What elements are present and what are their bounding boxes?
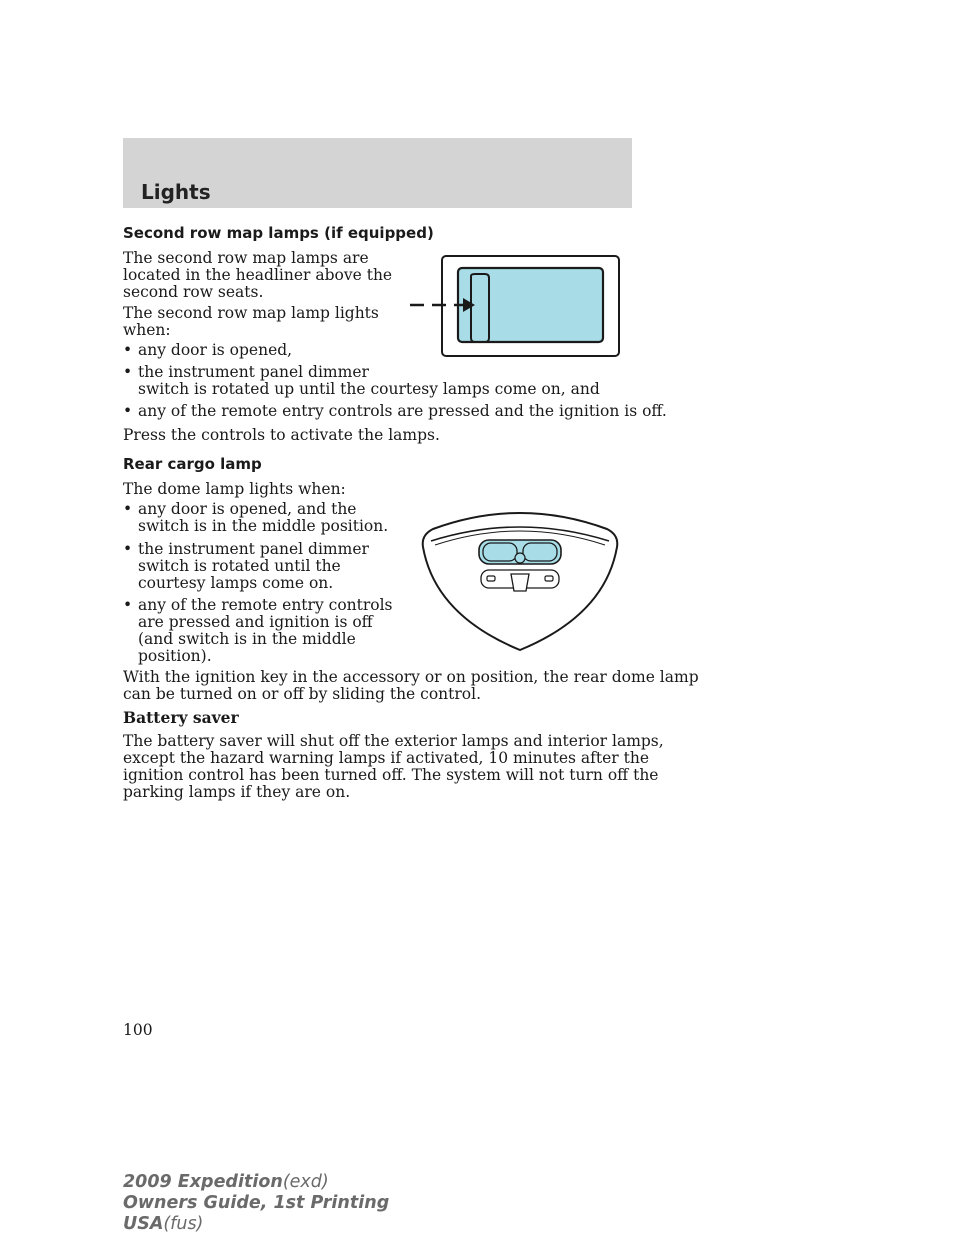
battery-saver-line4: parking lamps if they are on. <box>123 783 351 801</box>
bullet-text: courtesy lamps come on. <box>138 574 334 592</box>
map-lamp-illustration <box>405 254 625 360</box>
battery-saver-line1: The battery saver will shut off the exterior lamps and interior lamps, <box>123 732 664 750</box>
map-lamps-heading: Second row map lamps (if equipped) <box>123 224 434 242</box>
bullet-glyph: • <box>123 540 133 558</box>
bullet-text: any door is opened, <box>138 341 293 359</box>
bullet-text: switch is rotated up until the courtesy lamps come on, and <box>138 380 600 398</box>
bullet-text: switch is in the middle position. <box>138 517 389 535</box>
bullet-text: any door is opened, and the <box>138 500 357 518</box>
cargo-lamp-p2-line2: can be turned on or off by sliding the control. <box>123 685 482 703</box>
bullet-text: any of the remote entry controls <box>138 596 393 614</box>
footer-printing: Owners Guide, 1st Printing <box>123 1193 390 1213</box>
bullet-glyph: • <box>123 402 133 420</box>
bullet-glyph: • <box>123 363 133 381</box>
map-lamps-p3: Press the controls to activate the lamps. <box>123 426 440 444</box>
battery-saver-line2: except the hazard warning lamps if activated, 10 minutes after the <box>123 749 649 767</box>
bullet-text: position). <box>138 647 212 665</box>
cargo-lamp-p1: The dome lamp lights when: <box>123 480 346 498</box>
footer-region: USA <box>123 1214 164 1234</box>
footer-line-2 <box>123 1193 389 1214</box>
battery-saver-line3: ignition control has been turned off. The system will not turn off the <box>123 766 659 784</box>
bullet-glyph: • <box>123 596 133 614</box>
bullet-text: the instrument panel dimmer <box>138 363 369 381</box>
dome-lamp-illustration <box>415 505 625 655</box>
footer-line-3 <box>123 1214 389 1235</box>
bullet-text: (and switch is in the middle <box>138 630 356 648</box>
section-title: Lights <box>141 180 211 204</box>
bullet-text: any of the remote entry controls are pressed and the ignition is off. <box>138 402 667 420</box>
bullet-text: are pressed and ignition is off <box>138 613 373 631</box>
footer-model-code: (exd) <box>282 1172 329 1192</box>
map-lamps-p1-line2: located in the headliner above the <box>123 266 393 284</box>
map-lamps-p2-line2: when: <box>123 321 171 339</box>
bullet-text: the instrument panel dimmer <box>138 540 369 558</box>
document-footer <box>123 1172 389 1235</box>
bullet-text: switch is rotated until the <box>138 557 341 575</box>
bullet-glyph: • <box>123 500 133 518</box>
footer-line-1 <box>123 1172 389 1193</box>
map-lamps-p1-line1: The second row map lamps are <box>123 249 369 267</box>
page-number: 100 <box>123 1021 153 1039</box>
footer-model: 2009 Expedition <box>123 1172 283 1192</box>
map-lamps-p1-line3: second row seats. <box>123 283 264 301</box>
cargo-lamp-p2-line1: With the ignition key in the accessory or on position, the rear dome lamp <box>123 668 699 686</box>
map-lamps-p2-line1: The second row map lamp lights <box>123 304 379 322</box>
cargo-lamp-heading: Rear cargo lamp <box>123 455 262 473</box>
bullet-glyph: • <box>123 341 133 359</box>
battery-saver-heading: Battery saver <box>123 708 239 727</box>
section-header-band <box>123 138 632 208</box>
footer-region-code: (fus) <box>163 1214 204 1234</box>
